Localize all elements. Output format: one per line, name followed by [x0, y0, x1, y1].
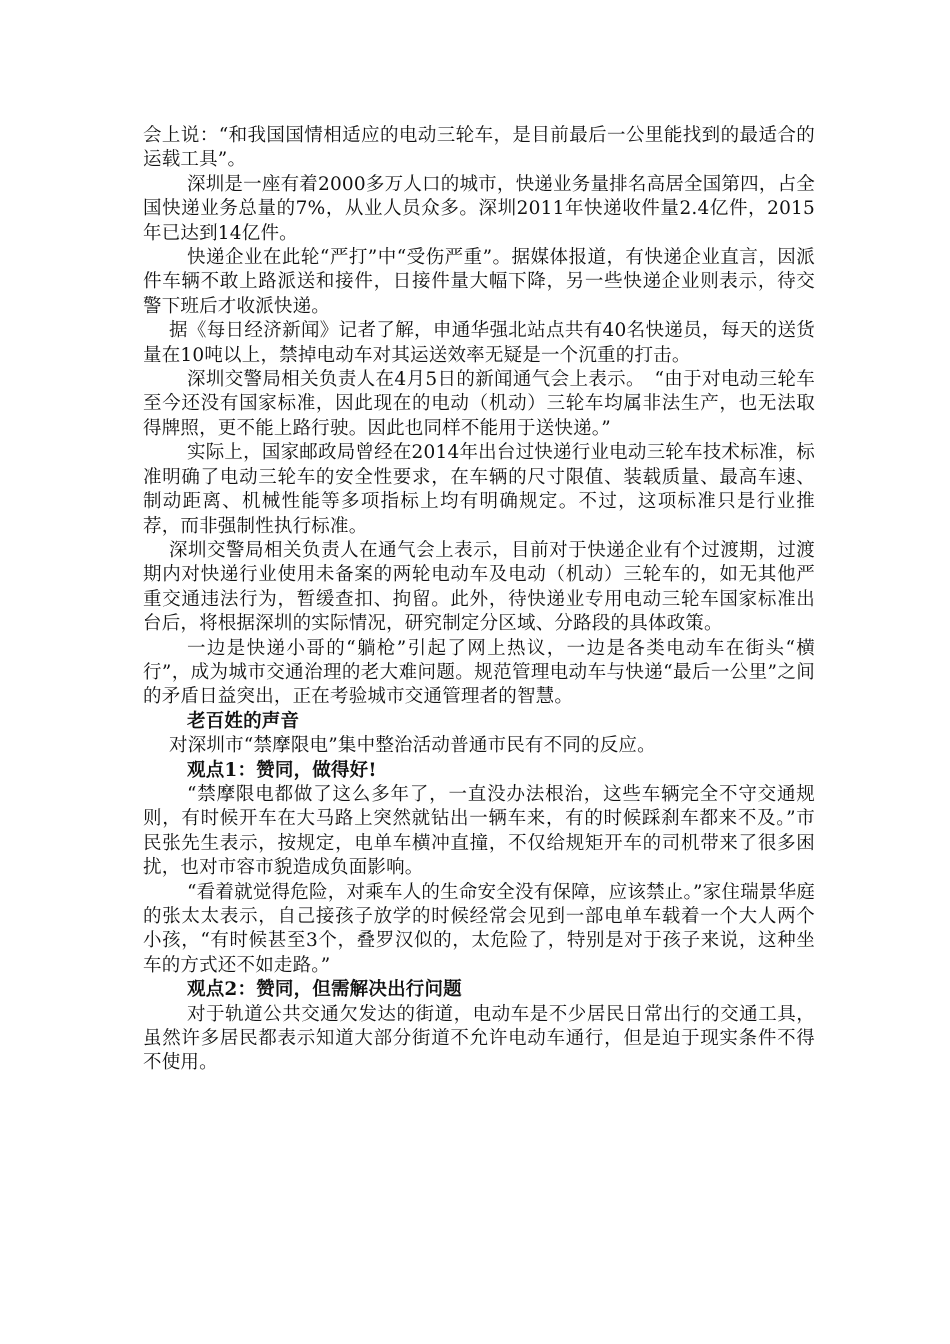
section-heading: 观点1：赞同，做得好! — [187, 759, 377, 781]
paragraph: 一边是快递小哥的“躺枪”引起了网上热议，一边是各类电动车在街头“横行”，成为城市交通治理的老大难问题。规范管理电动车与快递“最后一公里”之间的矛盾日益突出，正在考验城市交通管理者的智慧。 — [143, 637, 815, 708]
document-body — [143, 124, 815, 1076]
paragraph: “看着就觉得危险，对乘车人的生命安全没有保障，应该禁止。”家住瑞景华庭的张太太表示，自己接孩子放学的时候经常会见到一部电单车载着一个大人两个小孩，“有时候甚至3个，叠罗汉似的，太危险了，特别是对于孩子来说，这种坐车的方式还不如走路。” — [143, 881, 815, 976]
paragraph: 深圳是一座有着2000多万人口的城市，快递业务量排名高居全国第四，占全国快递业务总量的7%，从业人员众多。深圳2011年快递收件量2.4亿件，2015年已达到14亿件。 — [143, 173, 815, 244]
paragraph: 深圳交警局相关负责人在通气会上表示，目前对于快递企业有个过渡期，过渡期内对快递行业使用未备案的两轮电动车及电动（机动）三轮车的，如无其他严重交通违法行为，暂缓查扣、拘留。此外，待快递业专用电动三轮车国家标准出台后，将根据深圳的实际情况，研究制定分区域、分路段的具体政策。 — [143, 539, 815, 635]
section-heading: 观点2：赞同，但需解决出行问题 — [187, 979, 462, 1001]
paragraph: “禁摩限电都做了这么多年了，一直没办法根治，这些车辆完全不守交通规则，有时候开车在大马路上突然就钻出一辆车来，有的时候踩刹车都来不及。”市民张先生表示，按规定，电单车横冲直撞，不仅给规矩开车的司机带来了很多困扰，也对市容市貌造成负面影响。 — [143, 783, 815, 879]
paragraph: 会上说：“和我国国情相适应的电动三轮车，是目前最后一公里能找到的最适合的运载工具”。 — [143, 125, 815, 171]
section-heading: 老百姓的声音 — [187, 710, 300, 732]
paragraph: 深圳交警局相关负责人在4月5日的新闻通气会上表示。 “由于对电动三轮车至今还没有国家标准，因此现在的电动（机动）三轮车均属非法生产，也无法取得牌照，更不能上路行驶。因此也同样不能用于送快递。” — [143, 369, 815, 439]
paragraph: 对深圳市“禁摩限电”集中整治活动普通市民有不同的反应。 — [169, 735, 656, 757]
paragraph: 据《每日经济新闻》记者了解，申通华强北站点共有40名快递员，每天的送货量在10吨以上，禁掉电动车对其运送效率无疑是一个沉重的打击。 — [143, 320, 815, 366]
paragraph: 对于轨道公共交通欠发达的街道，电动车是不少居民日常出行的交通工具，虽然许多居民都表示知道大部分街道不允许电动车通行，但是迫于现实条件不得不使用。 — [143, 1003, 815, 1074]
paragraph: 实际上，国家邮政局曾经在2014年出台过快递行业电动三轮车技术标准，标准明确了电动三轮车的安全性要求，在车辆的尺寸限值、装载质量、最高车速、制动距离、机械性能等多项指标上均有明确规定。不过，这项标准只是行业推荐，而非强制性执行标准。 — [143, 442, 815, 537]
paragraph: 快递企业在此轮“严打”中“受伤严重”。据媒体报道，有快递企业直言，因派件车辆不敢上路派送和接件，日接件量大幅下降，另一些快递企业则表示，待交警下班后才收派快递。 — [143, 247, 815, 317]
